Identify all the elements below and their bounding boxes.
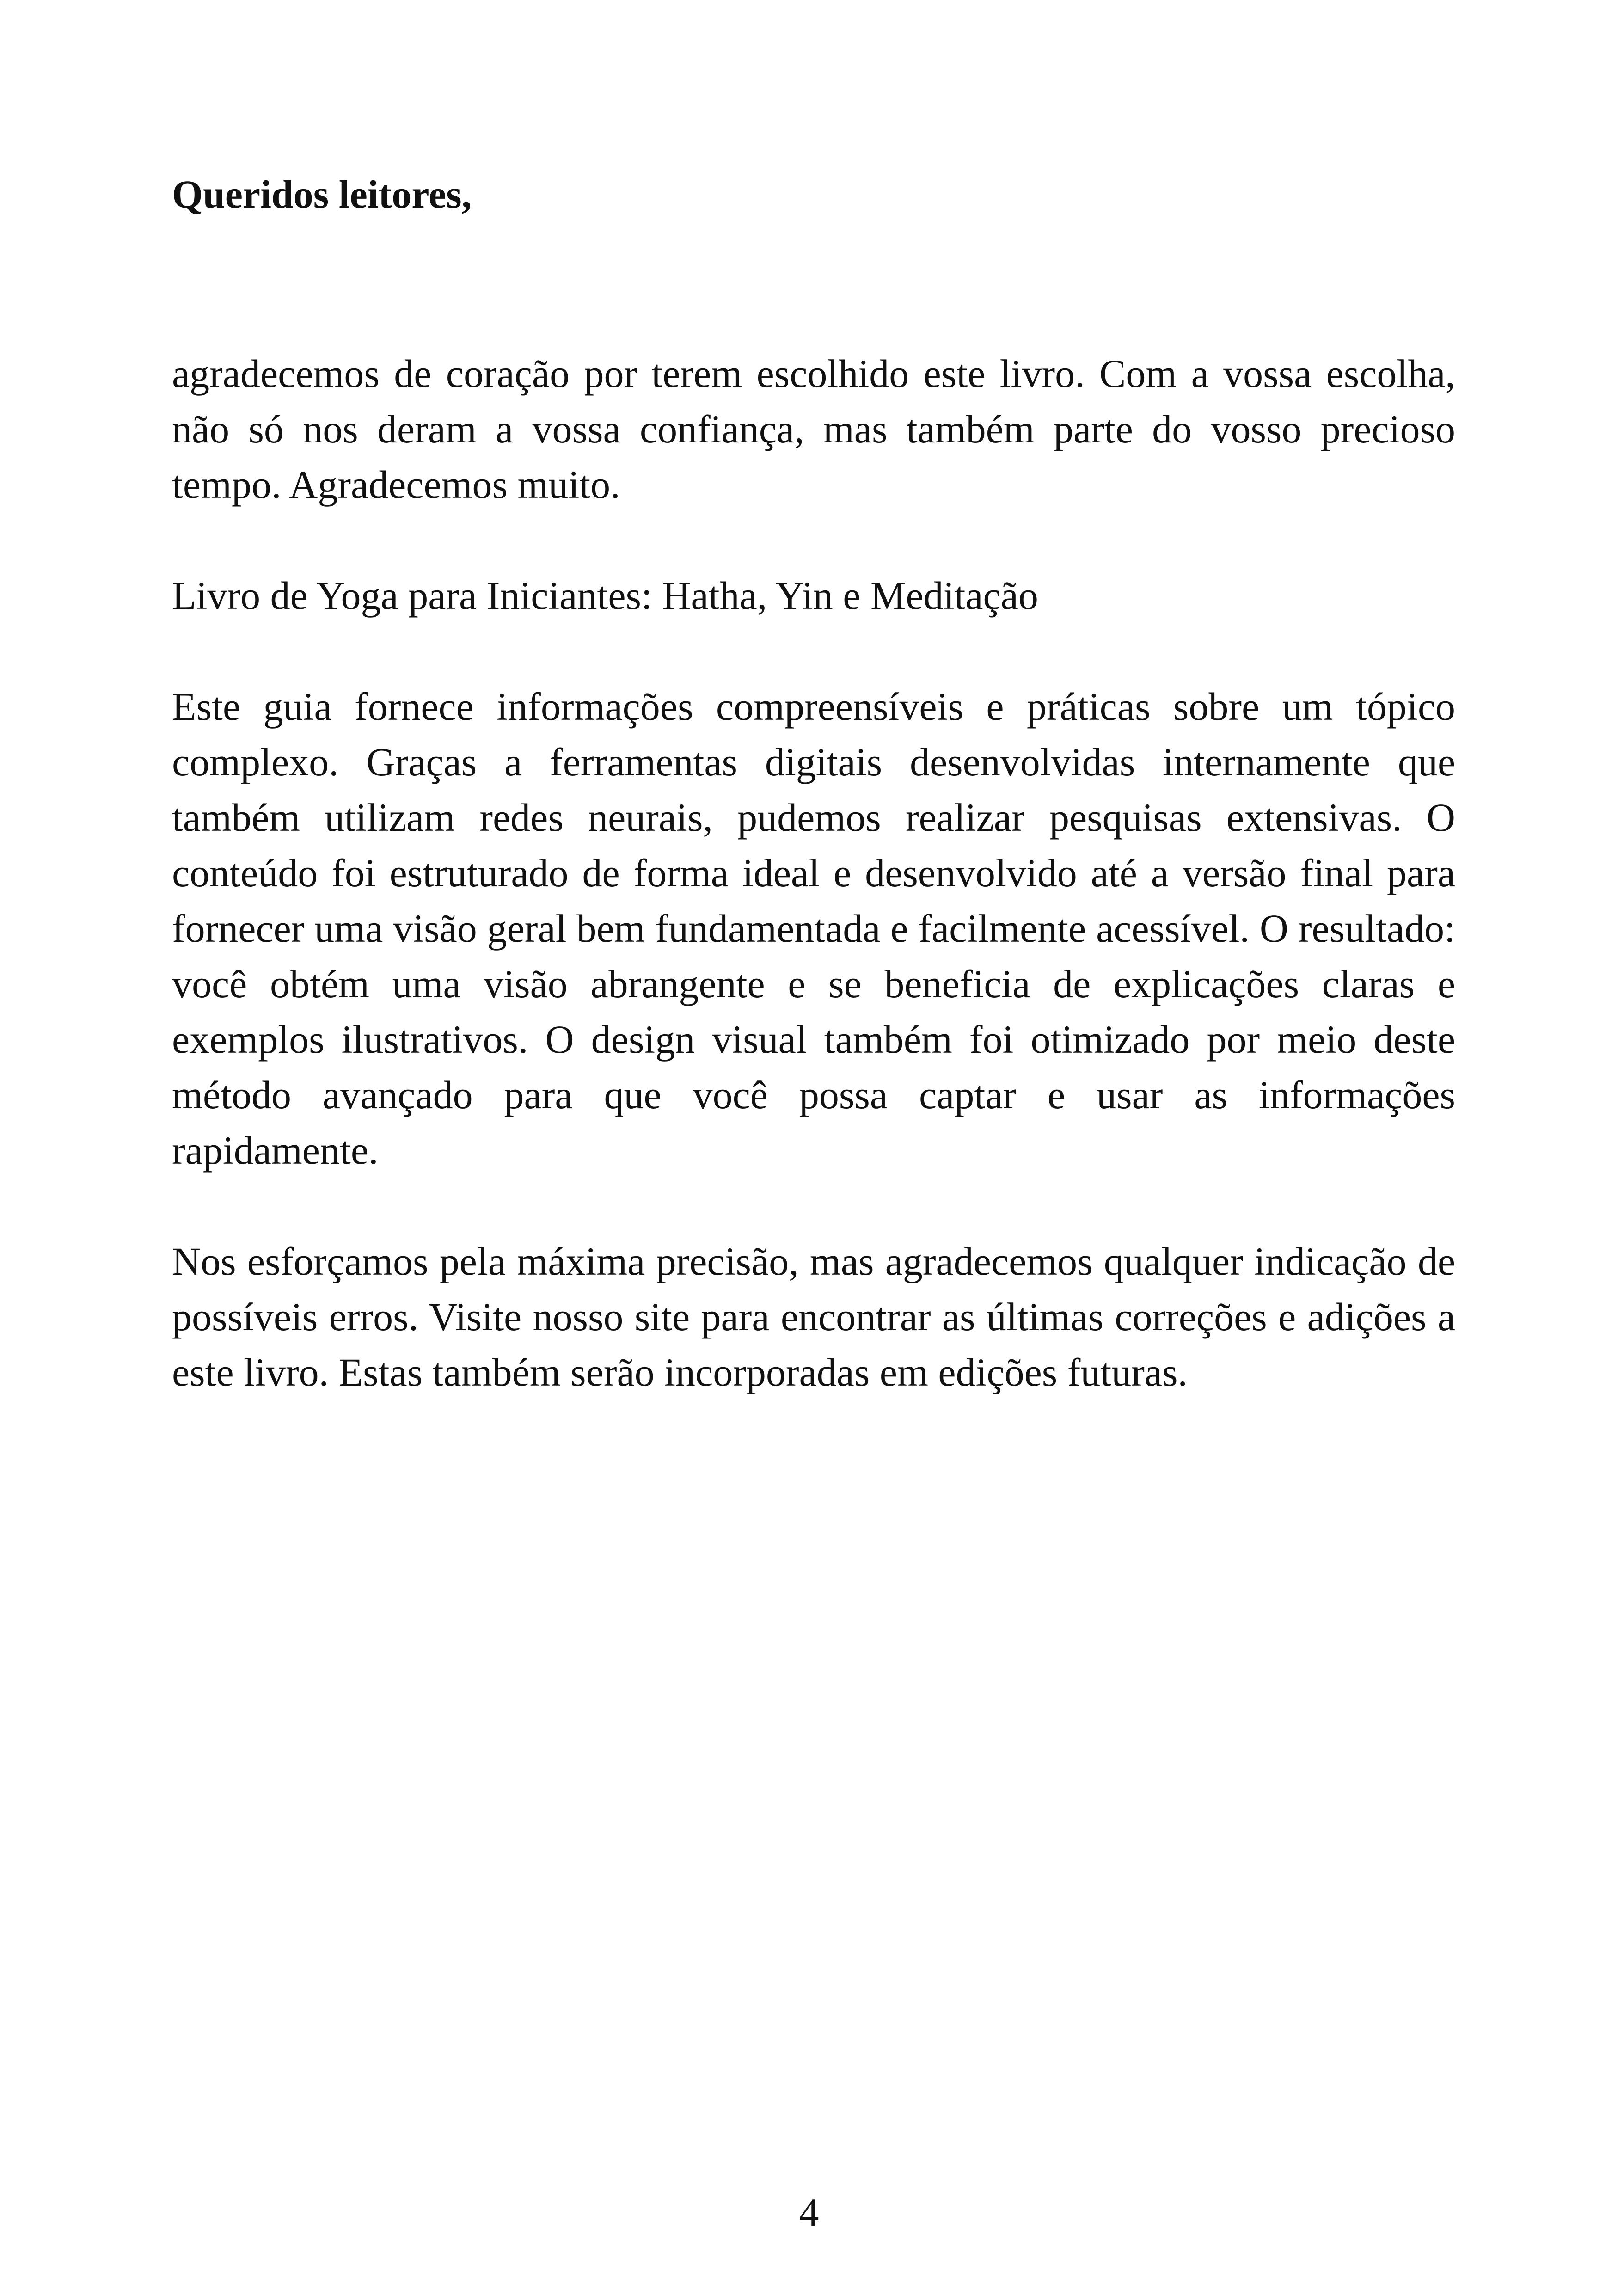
errata-paragraph: Nos esforçamos pela máxima precisão, mas agradecemos qualquer indicação de possíveis erros. Visite nosso site para encontrar as últimas correções e adições a este livro. Estas também serão incorporadas em edições futuras. <box>172 1239 1455 1394</box>
thanks-paragraph: agradecemos de coração por terem escolhido este livro. Com a vossa escolha, não só nos deram a vossa confiança, mas também parte do vosso precioso tempo. Agradecemos muito. <box>172 351 1455 507</box>
salutation-heading: Queridos leitores, <box>172 172 472 216</box>
book-title-line: Livro de Yoga para Iniciantes: Hatha, Yin e Meditação <box>172 573 1038 618</box>
page-number: 4 <box>799 2190 819 2235</box>
page-content <box>172 166 1455 1400</box>
guide-description-paragraph: Este guia fornece informações compreensíveis e práticas sobre um tópico complexo. Graças a ferramentas digitais desenvolvidas internamente que também utilizam redes neurais, pudemos realizar pesquisas extensivas. O conteúdo foi estruturado de forma ideal e desenvolvido até a versão final para fornecer uma visão geral bem fundamentada e facilmente acessível. O resultado: você obtém uma visão abrangente e se beneficia de explicações claras e exemplos ilustrativos. O design visual também foi otimizado por meio deste método avançado para que você possa captar e usar as informações rapidamente. <box>172 684 1455 1173</box>
